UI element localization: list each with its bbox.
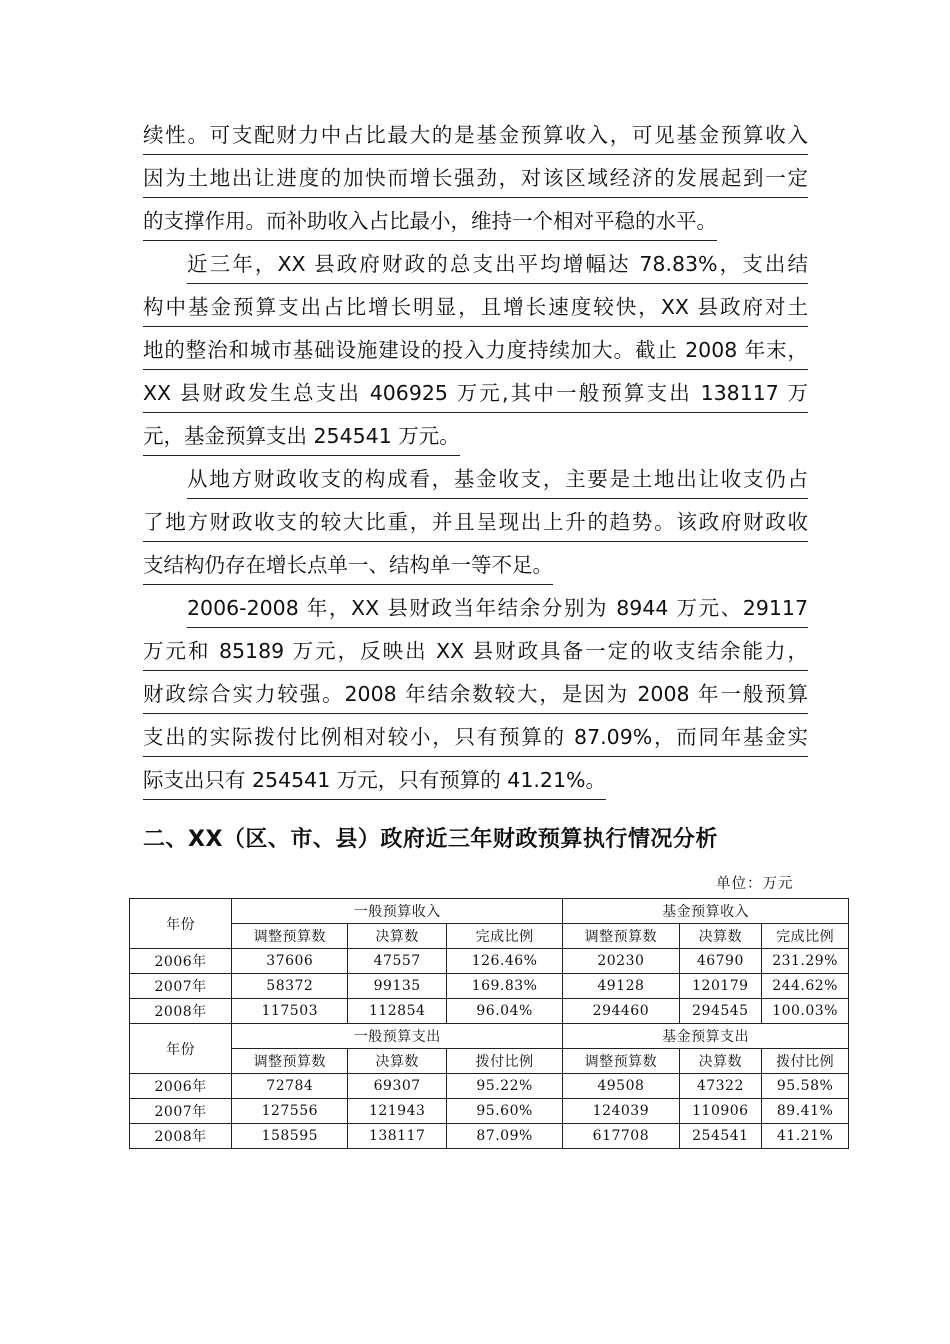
text-line-content: 地的整治和城市基础设施建设的投入力度持续加大。截止 2008 年末， — [143, 331, 808, 370]
table-row — [130, 1124, 849, 1149]
table-row — [130, 1074, 849, 1099]
text-line — [143, 546, 808, 589]
fund-expense-header: 基金预算支出 — [563, 1024, 849, 1049]
table-cell: 2006年 — [130, 949, 232, 974]
table-cell: 244.62% — [762, 974, 849, 999]
table-cell: 126.46% — [446, 949, 562, 974]
table-cell: 87.09% — [446, 1124, 562, 1149]
body-text — [143, 116, 808, 804]
table-cell: 99135 — [348, 974, 446, 999]
table-cell: 49508 — [563, 1074, 679, 1099]
table-cell: 46790 — [679, 949, 762, 974]
text-line — [143, 202, 808, 245]
table-cell: 127556 — [232, 1099, 348, 1124]
table-cell: 58372 — [232, 974, 348, 999]
table-cell: 20230 — [563, 949, 679, 974]
table-cell: 169.83% — [446, 974, 562, 999]
year-header: 年份 — [130, 899, 232, 949]
column-header: 决算数 — [348, 1049, 446, 1074]
text-line — [143, 589, 808, 632]
text-line-content: 元，基金预算支出 254541 万元。 — [143, 417, 460, 456]
table-cell: 110906 — [679, 1099, 762, 1124]
text-line-content: 近三年，XX 县政府财政的总支出平均增幅达 78.83%，支出结 — [187, 245, 808, 284]
table-header-row — [130, 1024, 849, 1049]
column-header: 决算数 — [348, 924, 446, 949]
section-heading: 二、XX（区、市、县）政府近三年财政预算执行情况分析 — [143, 827, 718, 852]
table-cell: 100.03% — [762, 999, 849, 1024]
text-line-content: 从地方财政收支的构成看，基金收支，主要是土地出让收支仍占 — [187, 460, 808, 499]
text-line-content: XX 县财政发生总支出 406925 万元,其中一般预算支出 138117 万 — [143, 374, 808, 413]
text-line — [143, 159, 808, 202]
fund-income-header: 基金预算收入 — [563, 899, 849, 924]
table-cell: 47557 — [348, 949, 446, 974]
table-row — [130, 999, 849, 1024]
text-line — [143, 116, 808, 159]
table-cell: 2008年 — [130, 1124, 232, 1149]
table-cell: 47322 — [679, 1074, 762, 1099]
column-header: 调整预算数 — [563, 1049, 679, 1074]
table-cell: 95.60% — [446, 1099, 562, 1124]
table-cell: 138117 — [348, 1124, 446, 1149]
text-line-content: 2006-2008 年，XX 县财政当年结余分别为 8944 万元、29117 — [187, 589, 808, 628]
table-cell: 2007年 — [130, 974, 232, 999]
table-subheader-row — [130, 1049, 849, 1074]
table-cell: 117503 — [232, 999, 348, 1024]
table-cell: 2006年 — [130, 1074, 232, 1099]
table-subheader-row — [130, 924, 849, 949]
table-cell: 231.29% — [762, 949, 849, 974]
table-row — [130, 974, 849, 999]
text-line — [143, 503, 808, 546]
text-line — [143, 245, 808, 288]
table-cell: 2007年 — [130, 1099, 232, 1124]
table-cell: 95.22% — [446, 1074, 562, 1099]
column-header: 拨付比例 — [762, 1049, 849, 1074]
year-header: 年份 — [130, 1024, 232, 1074]
text-line — [143, 675, 808, 718]
table-cell: 112854 — [348, 999, 446, 1024]
table-cell: 41.21% — [762, 1124, 849, 1149]
table-row — [130, 949, 849, 974]
column-header: 完成比例 — [762, 924, 849, 949]
text-line-content: 因为土地出让进度的加快而增长强劲，对该区域经济的发展起到一定 — [143, 159, 808, 198]
text-line-content: 了地方财政收支的较大比重，并且呈现出上升的趋势。该政府财政收 — [143, 503, 808, 542]
table-cell: 72784 — [232, 1074, 348, 1099]
table-cell: 89.41% — [762, 1099, 849, 1124]
table-cell: 95.58% — [762, 1074, 849, 1099]
text-line — [143, 417, 808, 460]
table-cell: 254541 — [679, 1124, 762, 1149]
table-cell: 617708 — [563, 1124, 679, 1149]
unit-label: 单位：万元 — [716, 876, 794, 892]
text-line-content: 支出的实际拨付比例相对较小，只有预算的 87.09%，而同年基金实 — [143, 718, 808, 757]
table-cell: 121943 — [348, 1099, 446, 1124]
text-line — [143, 718, 808, 761]
general-expense-header: 一般预算支出 — [232, 1024, 563, 1049]
text-line-content: 构中基金预算支出占比增长明显，且增长速度较快，XX 县政府对土 — [143, 288, 808, 327]
table-cell: 96.04% — [446, 999, 562, 1024]
column-header: 决算数 — [679, 1049, 762, 1074]
general-income-header: 一般预算收入 — [232, 899, 563, 924]
column-header: 拨付比例 — [446, 1049, 562, 1074]
text-line — [143, 374, 808, 417]
table-cell: 158595 — [232, 1124, 348, 1149]
text-line-content: 万元和 85189 万元，反映出 XX 县财政具备一定的收支结余能力， — [143, 632, 808, 671]
text-line-content: 的支撑作用。而补助收入占比最小，维持一个相对平稳的水平。 — [143, 202, 717, 241]
text-line — [143, 288, 808, 331]
text-line — [143, 331, 808, 374]
table-cell: 294545 — [679, 999, 762, 1024]
text-line-content: 续性。可支配财力中占比最大的是基金预算收入，可见基金预算收入 — [143, 116, 808, 155]
table-cell: 294460 — [563, 999, 679, 1024]
column-header: 调整预算数 — [232, 924, 348, 949]
table-cell: 69307 — [348, 1074, 446, 1099]
table-cell: 120179 — [679, 974, 762, 999]
text-line — [143, 632, 808, 675]
text-line-content: 财政综合实力较强。2008 年结余数较大，是因为 2008 年一般预算 — [143, 675, 808, 714]
table-cell: 37606 — [232, 949, 348, 974]
column-header: 决算数 — [679, 924, 762, 949]
column-header: 调整预算数 — [563, 924, 679, 949]
column-header: 完成比例 — [446, 924, 562, 949]
text-line-content: 支结构仍存在增长点单一、结构单一等不足。 — [143, 546, 553, 585]
column-header: 调整预算数 — [232, 1049, 348, 1074]
table-cell: 124039 — [563, 1099, 679, 1124]
text-line — [143, 460, 808, 503]
table-cell: 49128 — [563, 974, 679, 999]
text-line-content: 际支出只有 254541 万元，只有预算的 41.21%。 — [143, 761, 606, 800]
budget-execution-table — [129, 898, 849, 1149]
table-header-row — [130, 899, 849, 924]
table-row — [130, 1099, 849, 1124]
table-cell: 2008年 — [130, 999, 232, 1024]
text-line — [143, 761, 808, 804]
